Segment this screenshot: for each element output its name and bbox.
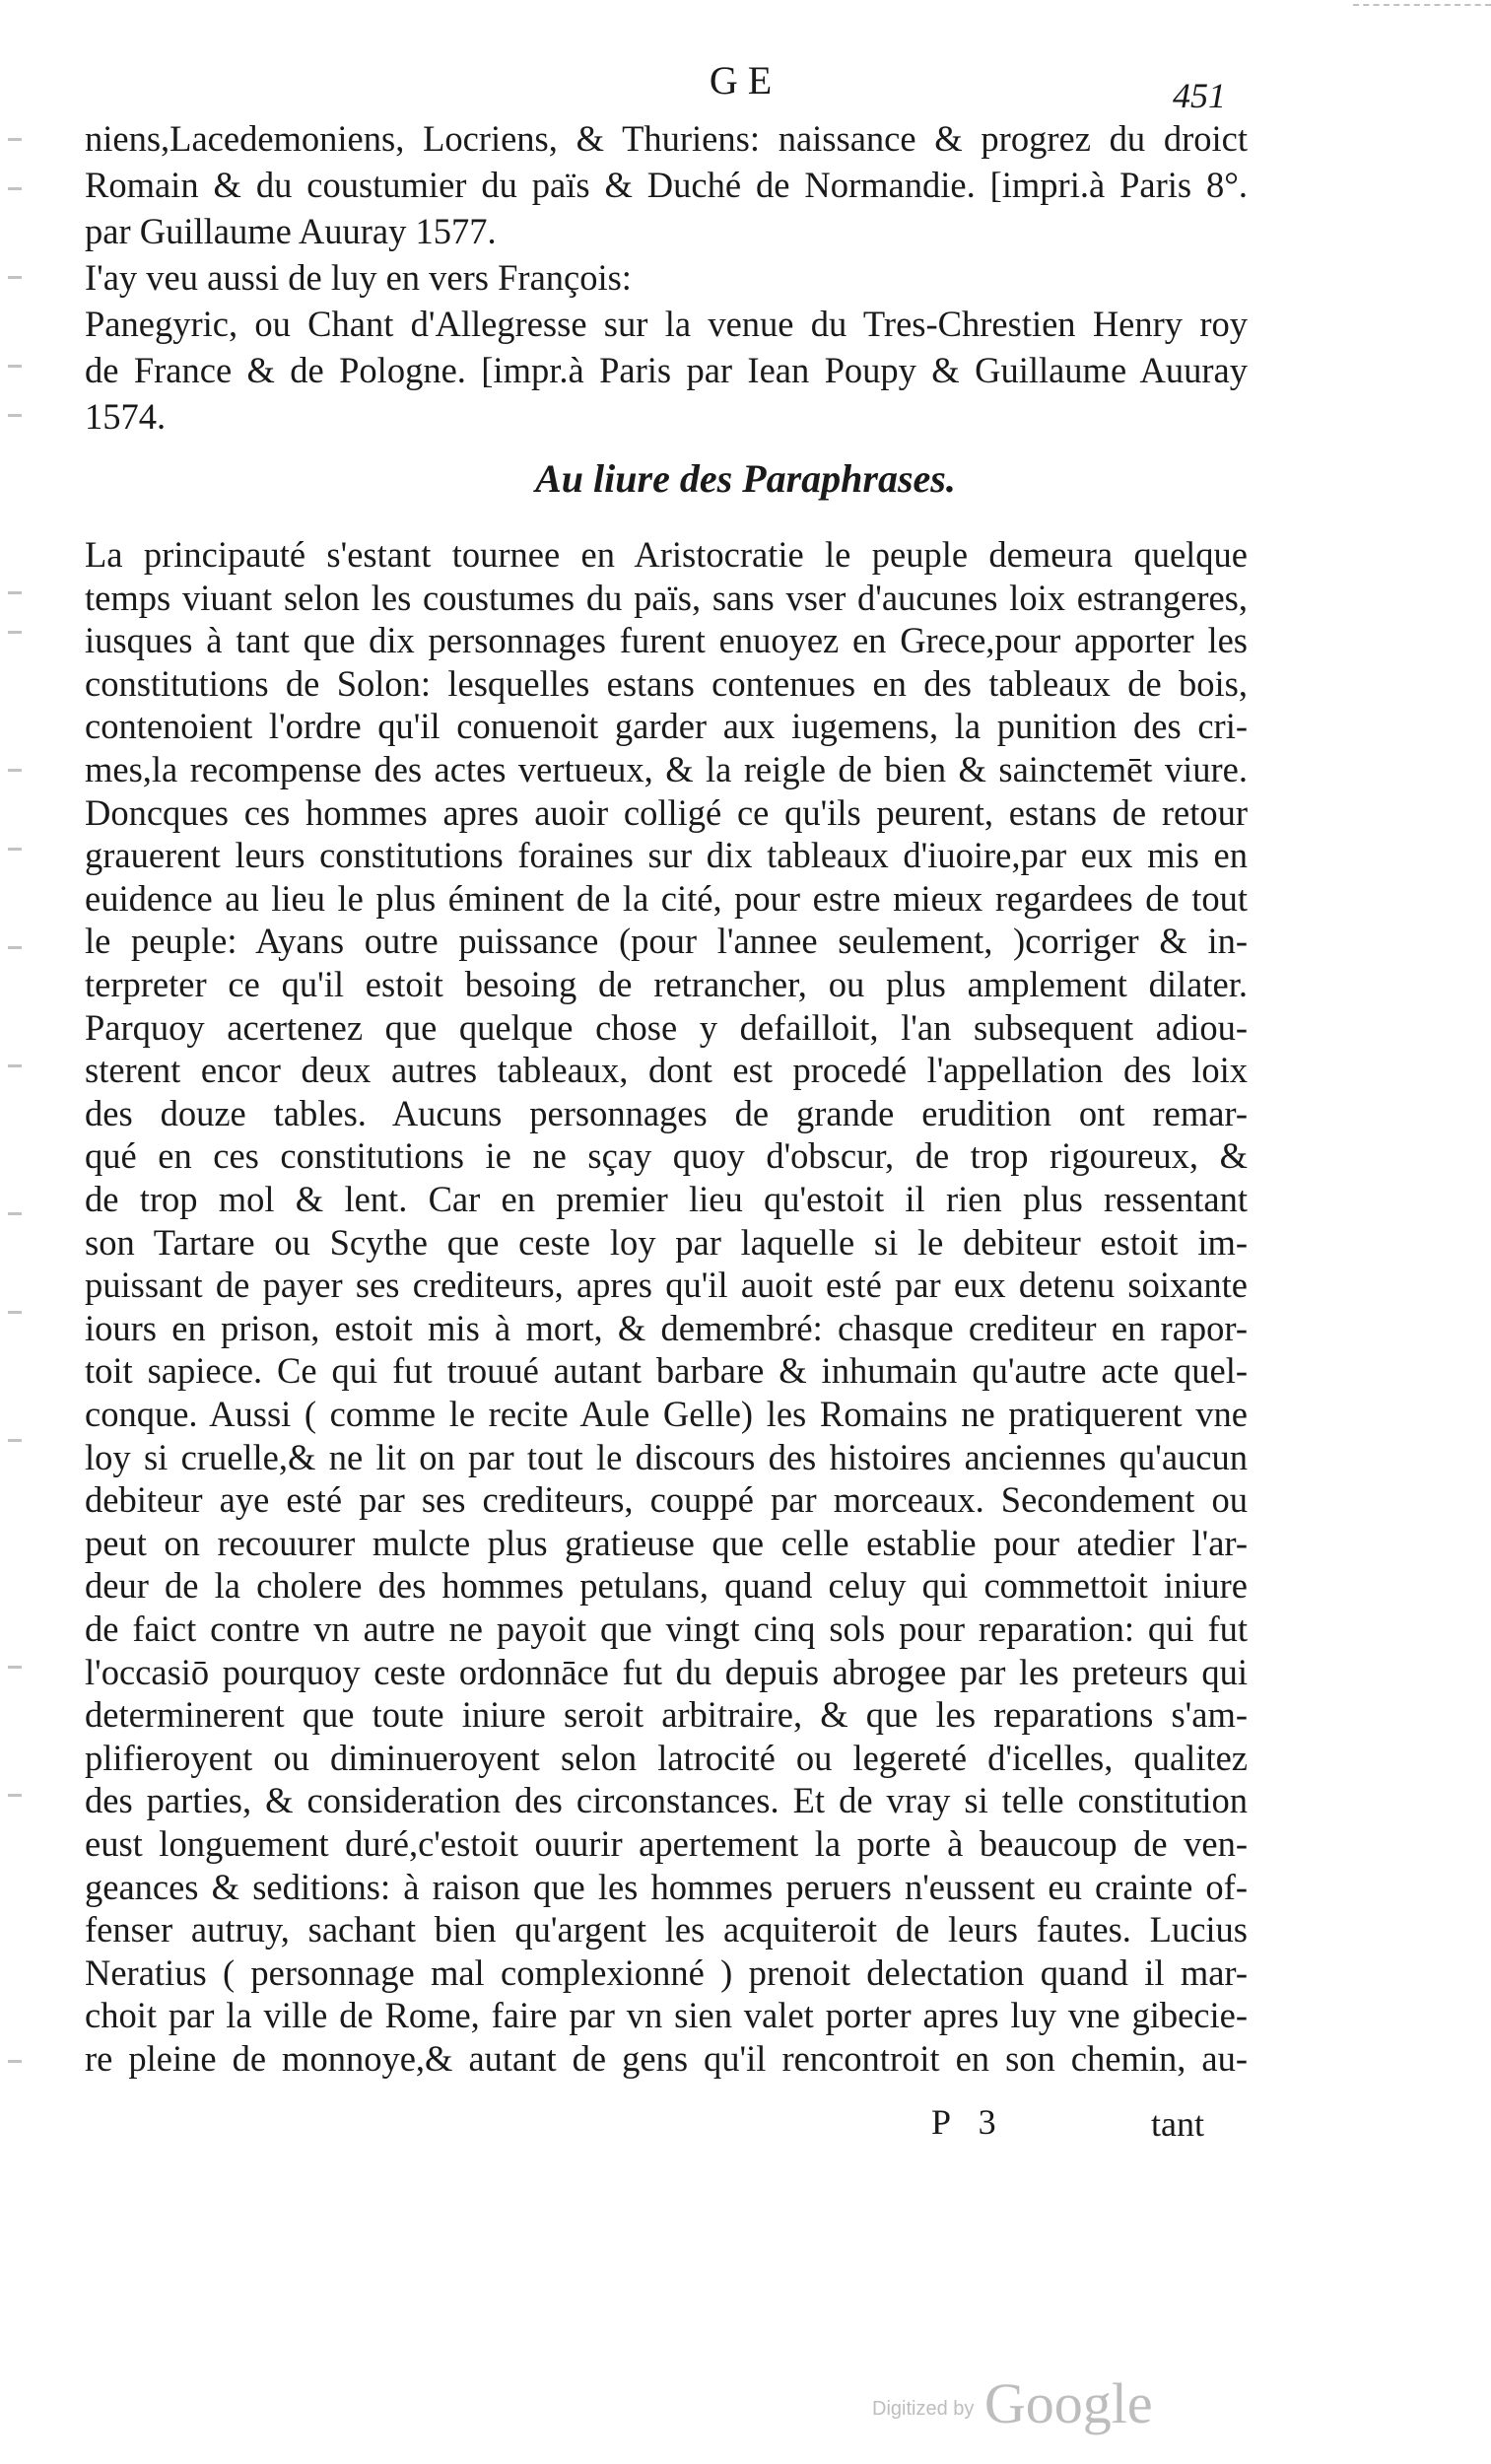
text-line: choit par la ville de Rome, faire par vn sien valet porter apres luy vne gibecie- [85,1995,1248,2036]
text-line: des douze tables. Aucuns personnages de grande erudition ont remar- [85,1092,1248,1133]
text-line: 1574. [85,396,167,437]
text-line: des parties, & consideration des circonstances. Et de vray si telle constitution [85,1780,1248,1821]
text-line: Parquoy acertenez que quelque chose y defailloit, l'an subsequent adiou- [85,1006,1248,1048]
text-line: geances & seditions: à raison que les hommes peruers n'eussent eu crainte of- [85,1866,1248,1907]
text-line: sterent encor deux autres tableaux, dont est procedé l'appellation des loix [85,1050,1248,1091]
text-line: constitutions de Solon: lesquelles estans contenues en des tableaux de bois, [85,662,1248,704]
text-line: fenser autruy, sachant bien qu'argent les acquiteroit de leurs fautes. Lucius [85,1909,1248,1951]
margin-speck [8,946,22,949]
margin-speck [8,848,22,851]
margin-speck [8,414,22,417]
text-line: Romain & du coustumier du païs & Duché de Normandie. [impri.à Paris 8°. [85,165,1248,205]
text-line: Neratius ( personnage mal complexionné ) prenoit delectation quand il mar- [85,1951,1248,1993]
text-line: niens,Lacedemoniens, Locriens, & Thuriens: naissance & progrez du droict [85,118,1248,159]
margin-speck [8,591,22,594]
digitization-watermark [872,2370,1153,2436]
margin-speck [8,138,22,141]
text-line: terpreter ce qu'il estoit besoing de retrancher, ou plus amplement dilater. [85,964,1248,1004]
text-line: plifieroyent ou diminueroyent selon latrocité ou legereté d'icelles, qualitez [85,1737,1248,1778]
margin-speck [8,769,22,772]
text-line: conque. Aussi ( comme le recite Aule Gelle) les Romains ne pratiquerent vne [85,1394,1248,1434]
catchword: tant [1151,2104,1204,2144]
watermark-prefix: Digitized by [872,2398,975,2420]
text-line: Doncques ces hommes apres auoir colligé ce qu'ils peurent, estans de retour [85,791,1248,833]
text-line: deur de la cholere des hommes petulans, quand celuy qui commettoit iniure [85,1565,1248,1607]
text-line: debiteur aye esté par ses crediteurs, couppé par morceaux. Secondement ou [85,1479,1248,1521]
margin-speck [8,1212,22,1215]
text-line: de faict contre vn autre ne payoit que vingt cinq sols pour reparation: qui fut [85,1608,1248,1649]
text-line: temps viuant selon les coustumes du païs, sans vser d'aucunes loix estrangeres, [85,577,1248,618]
text-line: puissant de payer ses crediteurs, apres qu'il auoit esté par eux detenu soixante [85,1265,1248,1306]
text-line: de trop mol & lent. Car en premier lieu qu'estoit il rien plus ressentant [85,1179,1248,1219]
margin-speck [8,2060,22,2063]
margin-speck [8,365,22,368]
text-line: de France & de Pologne. [impr.à Paris par Iean Poupy & Guillaume Auuray [85,350,1248,390]
margin-speck [8,1311,22,1314]
text-line: determinerent que toute iniure seroit arbitraire, & que les reparations s'am- [85,1694,1248,1736]
margin-speck [8,631,22,634]
page-number: 451 [1173,76,1226,115]
text-line: I'ay veu aussi de luy en vers François: [85,257,632,298]
text-line: grauerent leurs constitutions foraines sur dix tableaux d'iuoire,par eux mis en [85,835,1248,876]
running-head: GE [709,58,782,103]
text-line: La principauté s'estant tournee en Aristocratie le peuple demeura quelque [85,534,1248,575]
text-line: l'occasiō pourquoy ceste ordonnāce fut du depuis abrogee par les preteurs qui [85,1651,1248,1692]
text-line: euidence au lieu le plus éminent de la cité, pour estre mieux regardees de tout [85,877,1248,919]
text-line: par Guillaume Auuray 1577. [85,211,497,251]
margin-speck [8,187,22,190]
signature-mark: P 3 [931,2102,996,2142]
margin-speck [8,1666,22,1669]
text-line: mes,la recompense des actes vertueux, & la reigle de bien & sainctemēt viure. [85,749,1248,789]
text-line: peut on recouurer mulcte plus gratieuse que celle establie pour atedier l'ar- [85,1522,1248,1563]
section-title: Au liure des Paraphrases. [535,456,956,501]
text-line: re pleine de monnoye,& autant de gens qu'il rencontroit en son chemin, au- [85,2038,1248,2079]
text-line: eust longuement duré,c'estoit ouurir apertement la porte à beaucoup de ven- [85,1823,1248,1864]
text-line: qué en ces constitutions ie ne sçay quoy d'obscur, de trop rigoureux, & [85,1135,1248,1177]
text-line: toit sapiece. Ce qui fut trouué autant barbare & inhumain qu'autre acte quel- [85,1350,1248,1392]
text-line: iours en prison, estoit mis à mort, & demembré: chasque crediteur en rapor- [85,1307,1248,1348]
text-line: contenoient l'ordre qu'il conuenoit garder aux iugemens, la punition des cri- [85,706,1248,747]
text-line: Panegyric, ou Chant d'Allegresse sur la venue du Tres-Chrestien Henry roy [85,304,1248,344]
scan-edge-mark [1353,4,1491,8]
text-line: iusques à tant que dix personnages furent enuoyez en Grece,pour apporter les [85,620,1248,661]
text-line: loy si cruelle,& ne lit on par tout le discours des histoires anciennes qu'aucun [85,1436,1248,1477]
text-line: le peuple: Ayans outre puissance (pour l'annee seulement, )corriger & in- [85,921,1248,962]
margin-speck [8,1439,22,1442]
margin-speck [8,1794,22,1797]
text-line: son Tartare ou Scythe que ceste loy par laquelle si le debiteur estoit im- [85,1221,1248,1263]
margin-speck [8,1064,22,1067]
google-logo: Google [983,2371,1153,2435]
margin-speck [8,276,22,279]
